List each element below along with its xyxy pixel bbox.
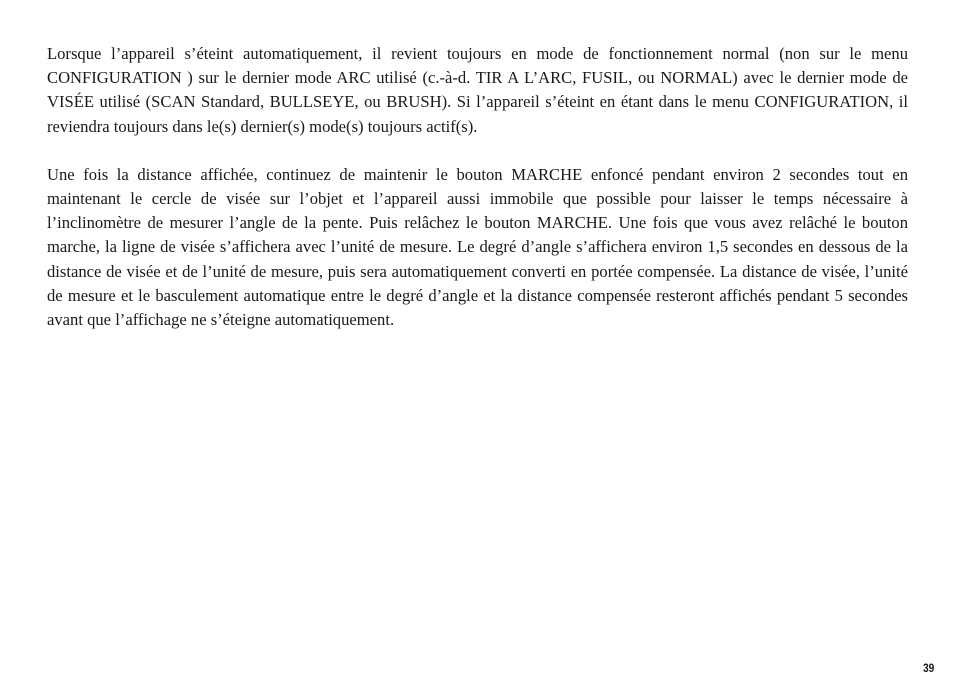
paragraph-auto-shutoff: Lorsque l’appareil s’éteint automatiquement, il revient toujours en mode de fonctionnement normal (non sur le menu CONFIGURATION ) sur le dernier mode ARC utilisé (c.-à-d. TIR A L’ARC, FUSIL, ou NORMAL) avec le dernier mode de VISÉE utilisé (SCAN Standard, BULLSEYE, ou BRUSH). Si l’appareil s’éteint en étant dans le menu CONFIGURATION, il reviendra toujours dans le(s) dernier(s) mode(s) toujours actif(s). (47, 44, 908, 136)
page-number: 39 (922, 661, 934, 675)
paragraph-distance-angle: Une fois la distance affichée, continuez de maintenir le bouton MARCHE enfoncé pendant environ 2 secondes tout en maintenant le cercle de visée sur l’objet et l’appareil aussi immobile que possible pour laisser le temps nécessaire à l’inclinomètre de mesurer l’angle de la pente. Puis relâchez le bouton MARCHE. Une fois que vous avez relâché le bouton marche, la ligne de visée s’affichera avec l’unité de mesure. Le degré d’angle s’affichera environ 1,5 secondes en dessous de la distance de visée et de l’unité de mesure, puis sera automatiquement converti en portée compensée. La distance de visée, l’unité de mesure et le basculement automatique entre le degré d’angle et la distance compensée resteront affichés pendant 5 secondes avant que l’affichage ne s’éteigne automatiquement. (47, 164, 908, 330)
page-content (47, 42, 908, 332)
